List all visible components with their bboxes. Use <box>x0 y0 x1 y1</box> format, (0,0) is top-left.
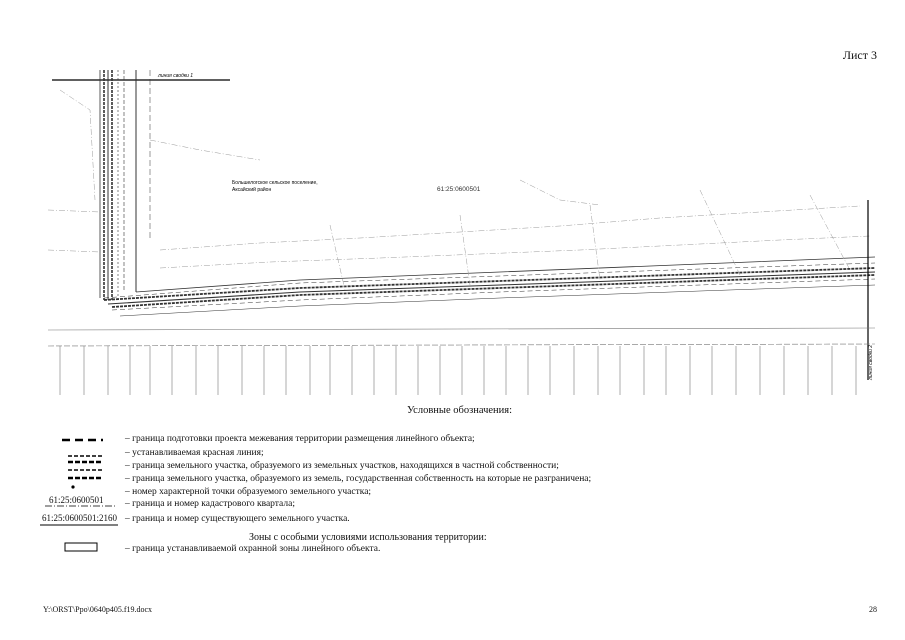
legend-item-state-parcel: – граница земельного участка, образуемого из земель, государственная собственность на которые не разграничена; <box>125 474 592 484</box>
legend-quarter-sample: 61:25:0600501 <box>49 495 104 505</box>
district-label: Аксайский район <box>232 187 272 193</box>
legend-item-protection-zone: – граница устанавливаемой охранной зоны линейного объекта. <box>125 544 381 554</box>
legend-item-private-parcel: – граница земельного участка, образуемого из земельных участков, находящихся в частной собственности; <box>125 461 559 471</box>
match-line-top-label: линия сводки 1 <box>158 73 194 79</box>
legend-symbol-parcel-cluster <box>68 456 102 478</box>
legend-item-project-boundary: – граница подготовки проекта межевания территории размещения линейного объекта; <box>125 434 475 444</box>
legend-item-red-line: – устанавливаемая красная линия; <box>125 448 264 458</box>
legend-item-quarter: – граница и номер кадастрового квартала; <box>125 499 295 509</box>
legend-symbol-protection-zone <box>65 543 97 551</box>
parcel-band <box>48 328 875 395</box>
settlement-label: Большелогское сельское поселение, <box>232 180 318 186</box>
legend-item-point-number: – номер характерной точки образуемого земельного участка; <box>125 487 372 497</box>
sheet-label: Лист 3 <box>842 48 877 62</box>
footer-file-path: Y:\ORST\Ppo\0640p405.f19.docx <box>43 605 153 614</box>
legend-symbol-point <box>71 485 74 488</box>
legend-parcel-sample: 61:25:0600501:2160 <box>42 513 118 523</box>
legend-title: Условные обозначения: <box>407 405 513 416</box>
main-corridor <box>104 257 875 316</box>
quarter-label: 61:25:0600501 <box>437 186 481 193</box>
page-number: 28 <box>869 605 877 614</box>
legend-item-existing-parcel: – граница и номер существующего земельного участка. <box>125 514 350 524</box>
match-line-right-label: линия сводки 2 <box>868 344 874 380</box>
vertical-corridor <box>100 70 150 300</box>
zones-title: Зоны с особыми условиями использования территории: <box>249 532 487 543</box>
